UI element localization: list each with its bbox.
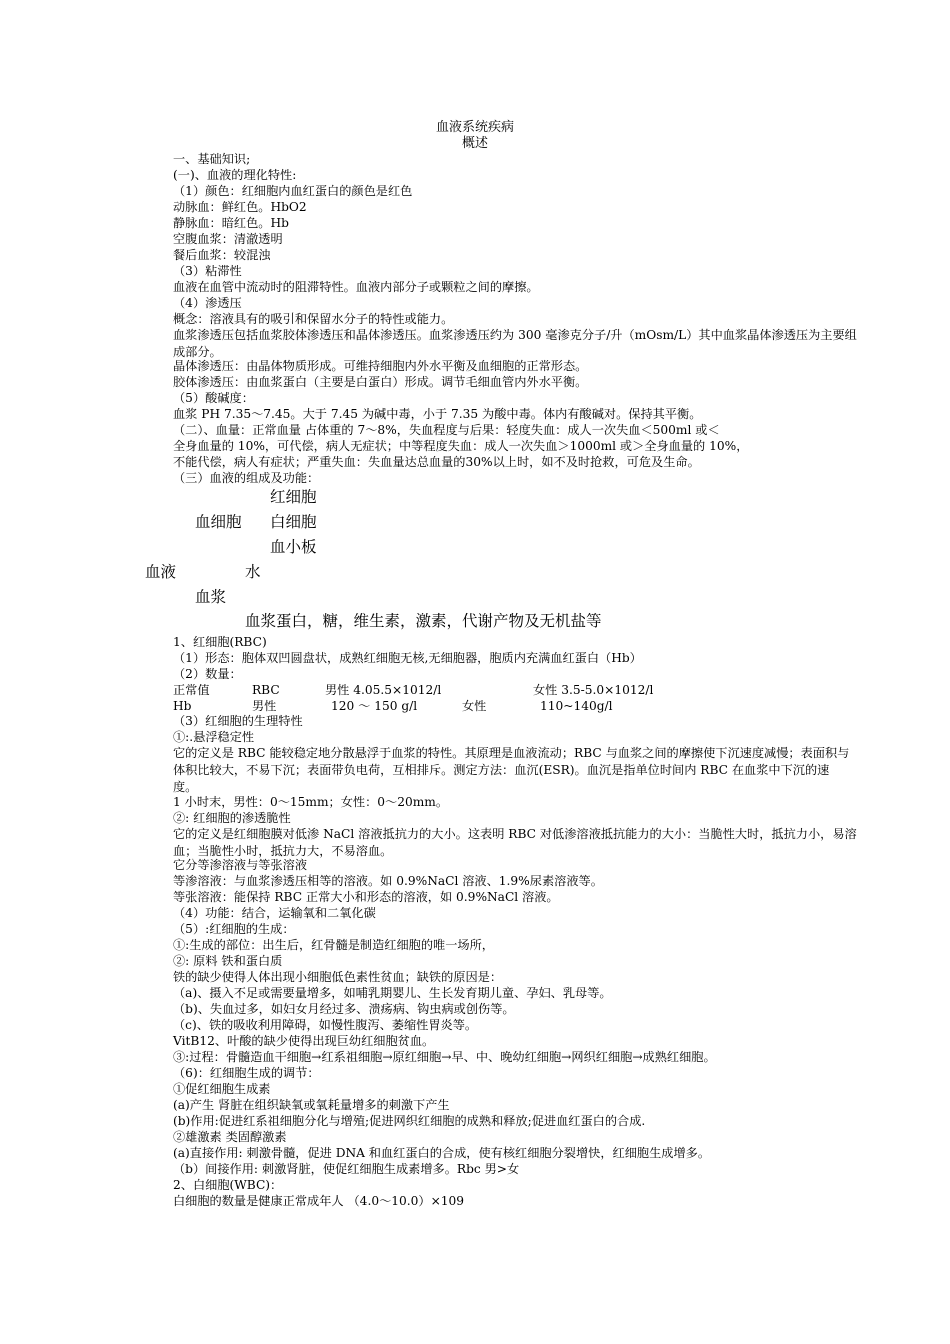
tree-plasma-items: 血浆蛋白，糖，维生素，激素，代谢产物及无机盐等 (245, 612, 602, 630)
count-label: RBC (252, 683, 280, 697)
count-value: 120 ～ 150 g/l (331, 699, 418, 713)
text-line: 1 小时末，男性：0～15mm；女性：0～20mm。 (173, 795, 449, 809)
text-line: （4）功能：结合，运输氧和二氧化碳 (173, 906, 376, 920)
text-line: (一)、血液的理化特性: (173, 168, 297, 182)
text-line: ①:生成的部位：出生后，红骨髓是制造红细胞的唯一场所， (173, 938, 494, 952)
text-line: ③:过程：骨髓造血干细胞→红系祖细胞→原红细胞→早、中、晚幼红细胞→网织红细胞→成熟红细胞。 (173, 1050, 716, 1064)
text-line: （b）间接作用: 刺激肾脏，使促红细胞生成素增多。Rbc 男>女 (173, 1162, 520, 1176)
text-line: (a)产生 肾脏在组织缺氧或氧耗量增多的刺激下产生 (173, 1098, 450, 1112)
text-line: （6)：红细胞生成的调节： (173, 1066, 320, 1080)
count-value: 女性 3.5-5.0×1012/l (533, 683, 654, 697)
text-line: ②雄激素 类固醇激素 (173, 1130, 287, 1144)
text-line: （c)、铁的吸收利用障碍，如慢性腹泻、萎缩性胃炎等。 (173, 1018, 478, 1032)
text-line: ②: 原料 铁和蛋白质 (173, 954, 283, 968)
text-line: ①:.悬浮稳定性 (173, 730, 255, 744)
document-title: 血液系统疾病 (435, 120, 514, 135)
text-line: 铁的缺少使得人体出现小细胞低色素性贫血；缺铁的原因是： (173, 970, 503, 984)
text-line: (a)直接作用: 刺激骨髓，促进 DNA 和血红蛋白的合成，使有核红细胞分裂增快，红细胞生成增多。 (173, 1146, 711, 1160)
text-line: 1、红细胞(RBC) (173, 635, 267, 649)
paragraph-osmotic: 血浆渗透压包括血浆胶体渗透压和晶体渗透压。血浆渗透压约为 300 毫渗克分子/升（mOsm/L）其中血浆晶体渗透压为主要组成部分。 (173, 328, 857, 359)
text-line: （3）粘滞性 (173, 264, 242, 278)
count-value: 110~140g/l (540, 699, 613, 713)
tree-blood-cells: 血细胞 (195, 513, 242, 531)
text-line: 它分等渗溶液与等张溶液 (173, 858, 308, 872)
text-line: （二）、血量：正常血量 占体重的 7～8%，失血程度与后果：轻度失血：成人一次失血＜500ml 或＜ (173, 423, 720, 437)
text-line: ①促红细胞生成素 (173, 1082, 271, 1096)
text-line: 不能代偿，病人有症状；严重失血：失血量达总血量的30%以上时，如不及时抢救，可危及生命。 (173, 455, 700, 469)
paragraph-fragility: 它的定义是红细胞膜对低渗 NaCl 溶液抵抗力的大小。这表明 RBC 对低渗溶液抵抗能力的大小：当脆性大时，抵抗力小，易溶血；当脆性小时，抵抗力大，不易溶血。 (173, 827, 857, 858)
text-line: 晶体渗透压：由晶体物质形成。可维持细胞内外水平衡及血细胞的正常形态。 (173, 359, 588, 373)
count-value: 男性 4.05.5×1012/l (325, 683, 442, 697)
text-line: (b)作用:促进红系祖细胞分化与增殖;促进网织红细胞的成熟和释放;促进血红蛋白的合成. (173, 1114, 646, 1128)
text-line: （2）数量： (173, 667, 242, 681)
text-line: 静脉血：暗红色。Hb (173, 216, 289, 230)
text-line: ②: 红细胞的渗透脆性 (173, 811, 291, 825)
text-line: 餐后血浆：较混浊 (173, 248, 271, 262)
count-label: 男性 (252, 699, 277, 713)
text-line: 2、白细胞(WBC)： (173, 1178, 283, 1192)
text-line: 血浆 PH 7.35～7.45。大于 7.45 为碱中毒，小于 7.35 为酸中毒。体内有酸碱对。保持其平衡。 (173, 407, 702, 421)
tree-platelet: 血小板 (270, 538, 317, 556)
text-line: 等张溶液：能保持 RBC 正常大小和形态的溶液，如 0.9%NaCl 溶液。 (173, 890, 559, 904)
count-label: 正常值 (173, 683, 210, 697)
tree-wbc: 白细胞 (270, 513, 317, 531)
text-line: 空腹血浆：清澈透明 (173, 232, 283, 246)
paragraph-esr: 它的定义是 RBC 能较稳定地分散悬浮于血浆的特性。其原理是血液流动；RBC 与血浆之间的摩擦使下沉速度减慢；表面积与体积比较大，不易下沉；表面带负电荷，互相排斥。测定方法：血沉(ESR)。血沉是指单位时间内 RBC 在血浆中下沉的速度。 (173, 746, 850, 794)
text-line: 动脉血：鲜红色。HbO2 (173, 200, 307, 214)
text-line: （1）颜色：红细胞内血红蛋白的颜色是红色 (173, 184, 413, 198)
text-line: 全身血量的 10%，可代偿，病人无症状；中等程度失血：成人一次失血＞1000ml 或＞全身血量的 10%， (173, 439, 749, 453)
text-line: （5）:红细胞的生成： (173, 922, 295, 936)
text-line: 概念：溶液具有的吸引和保留水分子的特性或能力。 (173, 312, 454, 326)
text-line: （三）血液的组成及功能： (173, 471, 320, 485)
tree-blood: 血液 (145, 563, 177, 581)
tree-water: 水 (245, 563, 261, 581)
text-line: （3）红细胞的生理特性 (173, 714, 303, 728)
text-line: 白细胞的数量是健康正常成年人 （4.0～10.0）×109 (173, 1194, 465, 1208)
document-subtitle: 概述 (461, 136, 488, 151)
section-heading: 一、基础知识; (173, 152, 251, 166)
text-line: （b)、失血过多，如妇女月经过多、溃疡病、钩虫病或创伤等。 (173, 1002, 515, 1016)
text-line: （4）渗透压 (173, 296, 242, 310)
text-line: 胶体渗透压：由血浆蛋白（主要是白蛋白）形成。调节毛细血管内外水平衡。 (173, 375, 588, 389)
tree-rbc: 红细胞 (270, 488, 317, 506)
text-line: （5）酸碱度： (173, 391, 254, 405)
text-line: 等渗溶液：与血浆渗透压相等的溶液。如 0.9%NaCl 溶液、1.9%尿素溶液等。 (173, 874, 603, 888)
tree-plasma: 血浆 (195, 588, 227, 606)
text-line: （1）形态：胞体双凹圆盘状，成熟红细胞无核,无细胞器，胞质内充满血红蛋白（Hb） (173, 651, 642, 665)
count-label: 女性 (462, 699, 487, 713)
text-line: 血液在血管中流动时的阻滞特性。血液内部分子或颗粒之间的摩擦。 (173, 280, 539, 294)
text-line: VitB12、叶酸的缺少使得出现巨幼红细胞贫血。 (173, 1034, 435, 1048)
text-line: （a)、摄入不足或需要量增多，如哺乳期婴儿、生长发育期儿童、孕妇、乳母等。 (173, 986, 612, 1000)
count-label: Hb (173, 699, 192, 713)
